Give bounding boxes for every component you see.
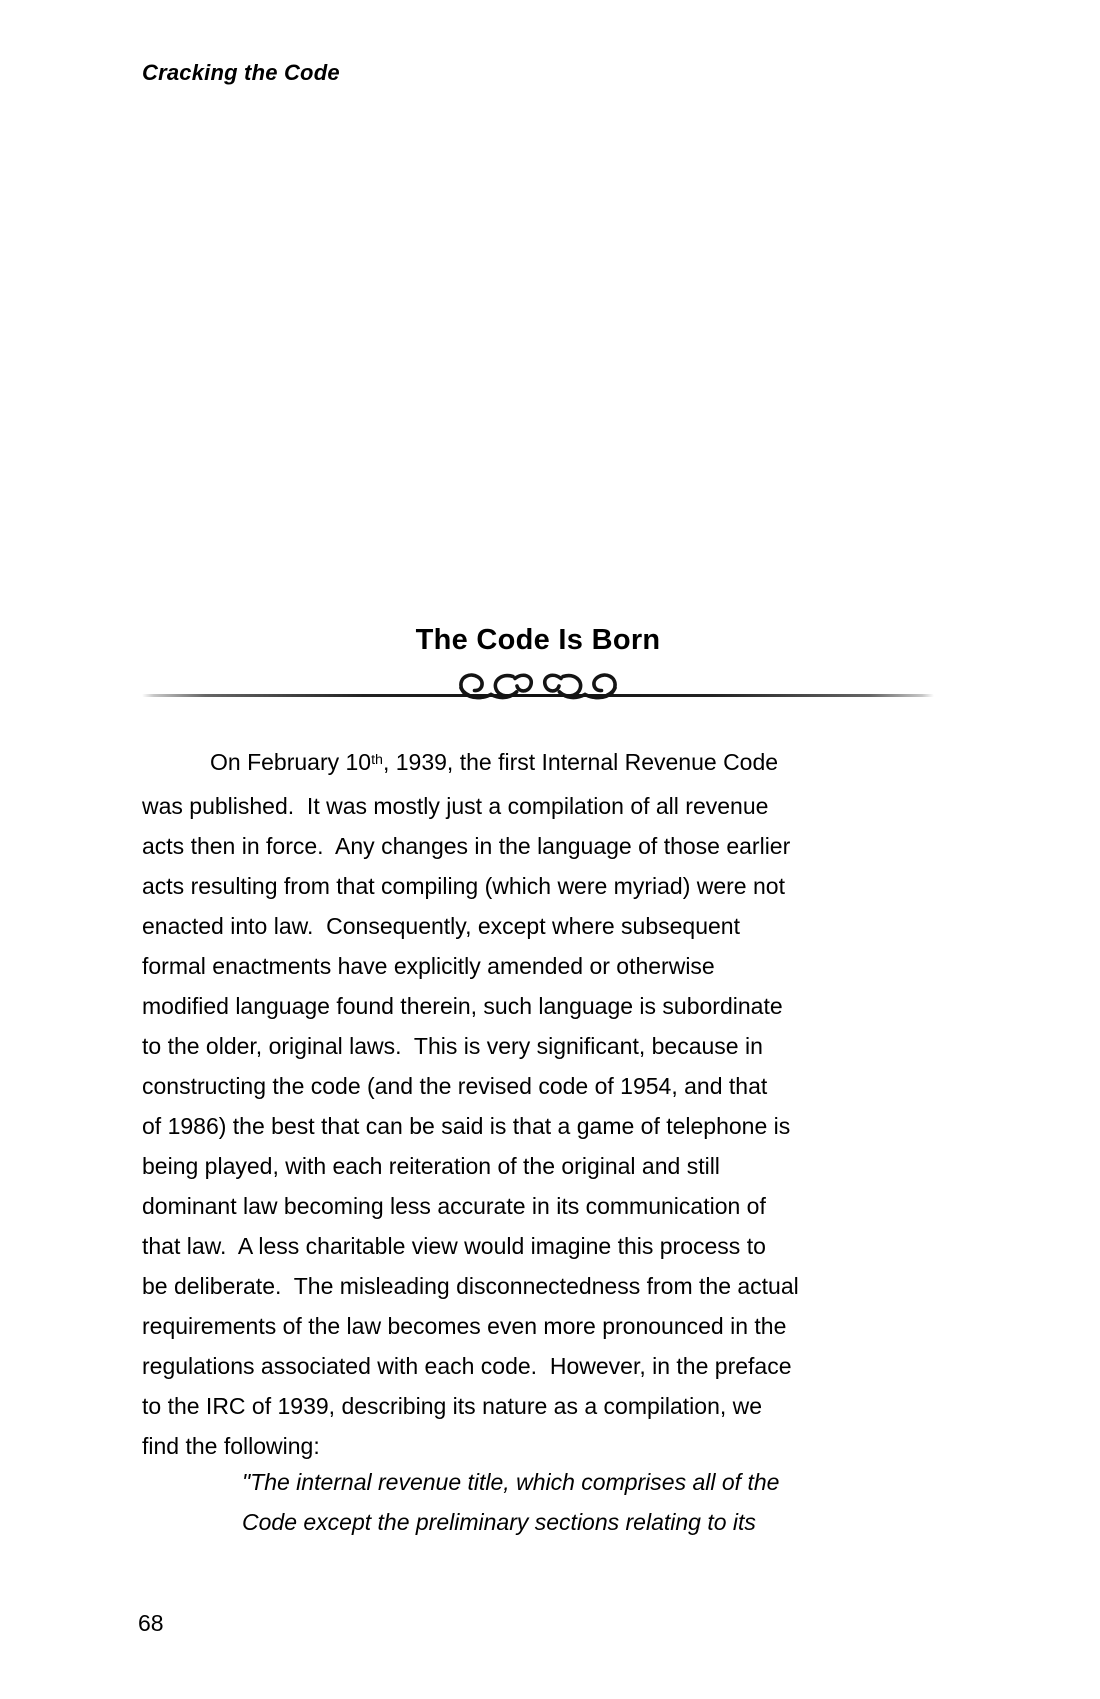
chapter-paragraph [142,742,952,1466]
quote-line: Code except the preliminary sections relating to its [242,1509,756,1535]
running-header: Cracking the Code [142,60,340,85]
quote-line: "The internal revenue title, which comprises all of the [242,1469,780,1495]
paragraph-line: requirements of the law becomes even more pronounced in the [142,1313,787,1339]
paragraph-line: find the following: [142,1433,320,1459]
paragraph-line: to the older, original laws. This is very significant, because in [142,1033,763,1059]
paragraph-line: acts then in force. Any changes in the language of those earlier [142,833,791,859]
paragraph-line: to the IRC of 1939, describing its nature as a compilation, we [142,1393,763,1419]
paragraph-line: being played, with each reiteration of the original and still [142,1153,720,1179]
paragraph-line: acts resulting from that compiling (which were myriad) were not [142,873,785,899]
paragraph-line: of 1986) the best that can be said is that a game of telephone is [142,1113,791,1139]
scroll-flourish-icon [452,669,624,701]
paragraph-line: dominant law becoming less accurate in its communication of [142,1193,766,1219]
paragraph-line: constructing the code (and the revised code of 1954, and that [142,1073,768,1099]
ordinal-superscript: th [371,751,383,768]
chapter-divider [142,664,934,706]
paragraph-line: modified language found therein, such language is subordinate [142,993,783,1019]
paragraph-line: be deliberate. The misleading disconnectedness from the actual [142,1273,799,1299]
block-quote [242,1462,882,1542]
paragraph-line: enacted into law. Consequently, except where subsequent [142,913,740,939]
page-number: 68 [138,1610,164,1636]
paragraph-line: regulations associated with each code. However, in the preface [142,1353,792,1379]
paragraph-line: formal enactments have explicitly amended or otherwise [142,953,715,979]
paragraph-line-text: , 1939, the first Internal Revenue Code [382,749,779,775]
paragraph-line [142,742,952,786]
chapter-title: The Code Is Born [415,624,661,656]
paragraph-line: that law. A less charitable view would imagine this process to [142,1233,766,1259]
paragraph-line: was published. It was mostly just a compilation of all revenue [142,793,769,819]
paragraph-line-text: On February 10 [210,749,372,775]
